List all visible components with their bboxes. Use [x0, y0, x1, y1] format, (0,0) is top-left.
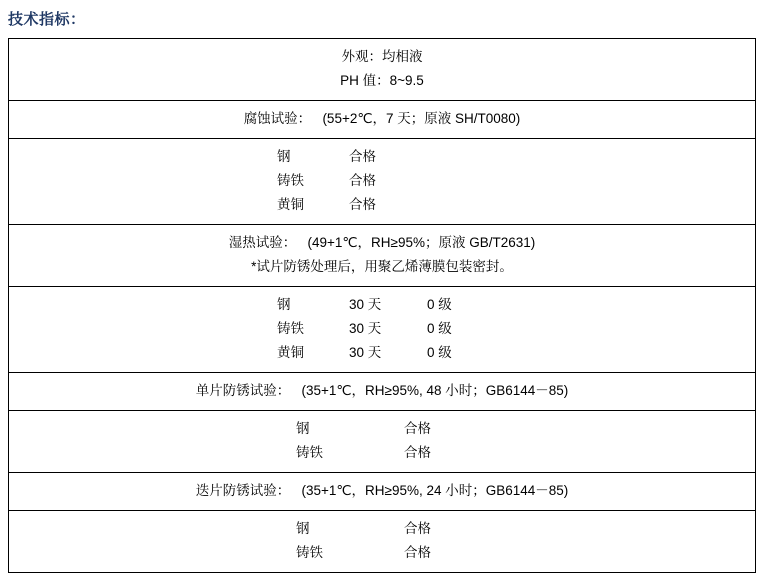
stacked-sheet-rust-test-cell — [9, 473, 756, 511]
single-sheet-rust-test-line: 单片防锈试验： (35+1℃，RH≥95%, 48 小时；GB6144－85) — [195, 383, 569, 398]
stacked-sheet-rust-test-line: 迭片防锈试验： (35+1℃，RH≥95%, 24 小时；GB6144－85) — [195, 483, 569, 498]
result-grade: 0 级 — [427, 297, 452, 312]
cell-content — [9, 225, 755, 286]
result-value: 合格 — [404, 545, 431, 560]
result-line — [13, 145, 751, 169]
technical-specifications-table — [8, 38, 756, 573]
result-value: 30 天 — [349, 321, 382, 336]
cell-content — [9, 287, 755, 372]
cell-content — [9, 373, 755, 410]
result-line — [13, 541, 751, 565]
material-label: 铸铁 — [277, 173, 304, 188]
humidity-test-note: *试片防锈处理后，用聚乙烯薄膜包装密封。 — [251, 259, 513, 274]
material-label: 钢 — [296, 521, 310, 536]
table-row — [9, 287, 756, 373]
result-line — [13, 341, 751, 365]
cell-content — [9, 511, 755, 572]
table-row — [9, 373, 756, 411]
material-label: 铸铁 — [277, 321, 304, 336]
material-label: 铸铁 — [296, 445, 323, 460]
result-line — [13, 417, 751, 441]
table-row — [9, 411, 756, 473]
material-label: 钢 — [296, 421, 310, 436]
table-row — [9, 139, 756, 225]
result-line — [13, 317, 751, 341]
appearance-line: 外观：均相液 — [341, 49, 423, 64]
single-sheet-rust-results-cell — [9, 411, 756, 473]
material-label: 钢 — [277, 297, 291, 312]
page-title: 技术指标： — [8, 11, 86, 28]
result-line — [13, 169, 751, 193]
table-row — [9, 473, 756, 511]
cell-content — [9, 411, 755, 472]
result-line — [13, 441, 751, 465]
table-row — [9, 511, 756, 573]
material-label: 铸铁 — [296, 545, 323, 560]
result-value: 合格 — [404, 521, 431, 536]
result-line — [13, 293, 751, 317]
corrosion-results-cell — [9, 139, 756, 225]
result-grade: 0 级 — [427, 321, 452, 336]
material-label: 黄铜 — [277, 345, 304, 360]
cell-content — [9, 473, 755, 510]
result-grade — [427, 193, 487, 217]
result-value: 30 天 — [349, 345, 382, 360]
cell-content — [9, 39, 755, 100]
table-body — [9, 39, 756, 573]
material-label: 钢 — [277, 149, 291, 164]
result-value: 合格 — [349, 197, 376, 212]
result-value: 合格 — [349, 149, 376, 164]
appearance-ph-cell — [9, 39, 756, 101]
table-row — [9, 39, 756, 101]
result-value: 合格 — [404, 421, 431, 436]
stacked-sheet-rust-results-cell — [9, 511, 756, 573]
material-label: 黄铜 — [277, 197, 304, 212]
result-grade: 0 级 — [427, 345, 452, 360]
result-value: 合格 — [349, 173, 376, 188]
single-sheet-rust-test-cell — [9, 373, 756, 411]
result-value: 30 天 — [349, 297, 382, 312]
table-row — [9, 101, 756, 139]
result-line — [13, 517, 751, 541]
table-row — [9, 225, 756, 287]
cell-content — [9, 139, 755, 224]
ph-line: PH 值：8~9.5 — [340, 73, 424, 88]
corrosion-test-cell — [9, 101, 756, 139]
humidity-results-cell — [9, 287, 756, 373]
humidity-test-cell — [9, 225, 756, 287]
humidity-test-line: 湿热试验： (49+1℃，RH≥95%；原液 GB/T2631) — [228, 235, 536, 250]
result-line — [13, 193, 751, 217]
result-grade — [427, 169, 487, 193]
result-value: 合格 — [404, 445, 431, 460]
cell-content — [9, 101, 755, 138]
corrosion-test-line: 腐蚀试验： (55+2℃，7 天；原液 SH/T0080) — [243, 111, 521, 126]
result-grade — [427, 145, 487, 169]
